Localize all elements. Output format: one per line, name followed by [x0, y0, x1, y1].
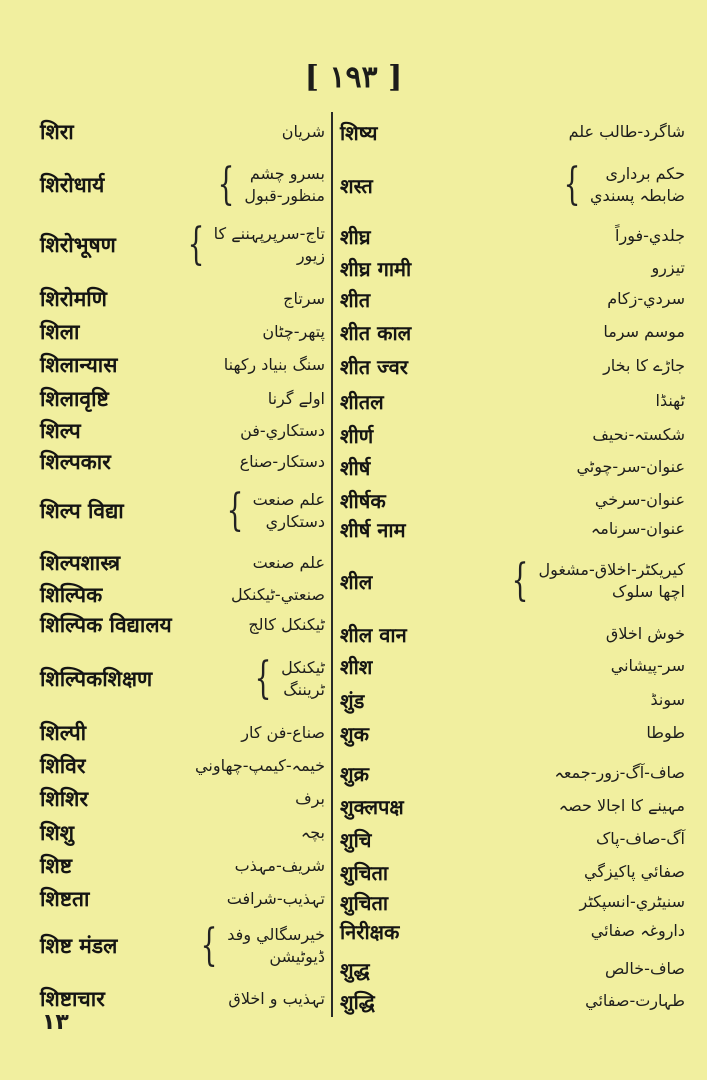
meaning-group: [195, 755, 325, 777]
meaning-group: [591, 518, 685, 540]
meaning-text: حکم برداری: [605, 164, 685, 183]
meaning-text: سونڈ: [650, 690, 685, 709]
meaning-stack: [615, 225, 685, 247]
meaning-group: [231, 584, 325, 606]
meaning-group: [282, 121, 325, 143]
entry-row: [40, 447, 325, 477]
headword: शीर्षक: [340, 488, 386, 513]
entry-row: [340, 758, 685, 788]
meaning-group: [611, 655, 685, 677]
entry-row: [40, 486, 325, 536]
meaning-stack: [603, 321, 685, 343]
meaning-text: شکستہ-نحیف: [592, 425, 685, 444]
meaning-text: کیریکٹر-اخلاق-مشغول: [538, 560, 685, 579]
headword: शिशिर: [40, 787, 89, 811]
headword: शिल्पी: [40, 721, 87, 745]
meaning-group: [227, 888, 325, 910]
brace-glyph: {: [254, 653, 272, 704]
meaning-stack: [240, 451, 325, 473]
meaning-text: طہارت-صفائي: [585, 991, 685, 1010]
entry-row: [40, 751, 325, 781]
meaning-stack: [253, 489, 325, 533]
meaning-stack: [591, 920, 685, 942]
headword: शिलान्यास: [40, 353, 118, 377]
meaning-text: خیمہ-کیمپ-چھاوني: [195, 756, 325, 775]
meaning-group: [595, 489, 685, 511]
entry-row: [340, 718, 685, 748]
page-number: [ ۱۹۳ ]: [304, 60, 403, 95]
meaning-text: تہذیب-شرافت: [226, 889, 325, 908]
entry-row: [340, 651, 685, 681]
meaning-stack: [651, 257, 685, 279]
meaning-text: آگ-صاف-پاک: [595, 829, 685, 848]
meaning-text: جلدي-فوراً: [615, 226, 685, 245]
meaning-text: موسم سرما: [603, 322, 685, 341]
headword: शिल्पकार: [40, 450, 111, 474]
meaning-stack: [607, 288, 685, 310]
entry-row: [340, 452, 685, 482]
meaning-stack: [244, 163, 325, 207]
meaning-group: [554, 762, 685, 784]
meaning-group: [606, 623, 685, 645]
footer-signature: ۱۳: [42, 1010, 69, 1035]
meaning-text: سر-پیشاني: [610, 656, 685, 675]
meaning-group: [301, 822, 325, 844]
headword: शुद्ध: [340, 957, 370, 982]
meaning-stack: [595, 489, 685, 511]
meaning-group: [591, 920, 685, 942]
headword: शुक्र: [340, 761, 369, 786]
meaning-stack: [231, 584, 325, 606]
meaning-group: [584, 861, 685, 883]
headword: शीर्ष नाम: [340, 517, 406, 542]
meaning-text: زیور: [296, 246, 325, 265]
entry-row: [40, 416, 325, 446]
meaning-stack: [605, 958, 685, 980]
meaning-group: [585, 990, 685, 1012]
meaning-text: عنوان-سرنامہ: [590, 519, 685, 538]
meaning-stack: [596, 828, 685, 850]
meaning-group: [268, 388, 325, 410]
meaning-stack: [603, 355, 685, 377]
meaning-group: [235, 855, 325, 877]
headword: शुक: [340, 721, 369, 746]
meaning-text: شاگرد-طالب علم: [568, 122, 685, 141]
headword: शीत ज्वर: [340, 354, 408, 379]
entry-row: [340, 685, 685, 715]
headword: शील वान: [340, 622, 407, 647]
entry-row: [40, 350, 325, 380]
meaning-text: ضابطہ پسندي: [590, 186, 685, 205]
meaning-group: [569, 121, 685, 143]
meaning-text: دستکار-صناع: [239, 452, 325, 471]
headword: शीर्ष: [340, 455, 371, 480]
meaning-text: تاج-سرپرپہننے کا: [213, 224, 325, 243]
headword: शिष्टाचार: [40, 987, 105, 1011]
headword: शीर्ण: [340, 423, 374, 448]
entry-row: [340, 954, 685, 984]
entry-row: [340, 420, 685, 450]
meaning-text: علم صنعت: [252, 490, 325, 509]
meaning-text: جاڑے کا بخار: [603, 356, 685, 375]
meaning-group: [195, 920, 325, 971]
meaning-stack: [195, 755, 325, 777]
meaning-group: [603, 321, 685, 343]
meaning-text: اولے گرنا: [267, 389, 325, 408]
entry-row: [40, 884, 325, 914]
meaning-group: [240, 451, 325, 473]
meaning-text: داروغہ صفائي: [590, 921, 685, 940]
meaning-stack: [268, 388, 325, 410]
headword: शिष्टता: [40, 887, 90, 911]
entry-row: [340, 887, 685, 917]
headword: शुद्धि: [340, 989, 375, 1014]
headword: शिल्पिकशिक्षण: [40, 667, 153, 691]
meaning-stack: [585, 990, 685, 1012]
entry-row: [40, 580, 325, 610]
meaning-text: اچھا سلوک: [612, 582, 685, 601]
meaning-stack: [224, 354, 325, 376]
entry-row: [40, 818, 325, 848]
headword: शिरोधार्य: [40, 173, 105, 197]
meaning-stack: [569, 121, 685, 143]
meaning-text: طوطا: [646, 723, 685, 742]
headword: शुचिता: [340, 890, 389, 915]
meaning-text: عنوان-سر-چوٹي: [576, 457, 685, 476]
meaning-group: [576, 456, 685, 478]
entry-row: [340, 556, 685, 606]
headword: शील: [340, 569, 373, 594]
headword: शिशु: [40, 821, 74, 845]
meaning-stack: [606, 623, 685, 645]
headword: शीघ्र: [340, 224, 371, 249]
meaning-stack: [611, 655, 685, 677]
meaning-text: سردي-زکام: [607, 289, 685, 308]
meaning-stack: [656, 390, 686, 412]
headword: शिल्प: [40, 419, 81, 443]
entry-row: [340, 857, 685, 887]
meaning-text: ٹیکنکل کالج: [248, 615, 325, 634]
entry-row: [340, 221, 685, 251]
meaning-group: [249, 653, 325, 704]
headword: शुचि: [340, 827, 372, 852]
meaning-group: [228, 988, 325, 1010]
headword: शुक्लपक्ष: [340, 794, 404, 819]
headword: शीतल: [340, 389, 384, 414]
meaning-group: [607, 288, 685, 310]
meaning-text: ڈیوٹیشن: [269, 947, 325, 966]
headword: शीघ्र गामी: [340, 256, 412, 281]
meaning-text: ٹھنڈا: [655, 391, 685, 410]
meaning-stack: [576, 456, 685, 478]
meaning-stack: [559, 795, 685, 817]
headword: शिष्ट मंडल: [40, 934, 118, 958]
meaning-text: عنوان-سرخي: [594, 490, 685, 509]
entry-row: [340, 317, 685, 347]
meaning-text: شریان: [281, 122, 325, 141]
meaning-stack: [262, 321, 325, 343]
headword: शिल्पशास्त्र: [40, 551, 121, 575]
meaning-text: سرتاج: [283, 289, 325, 308]
meaning-group: [240, 420, 325, 442]
meaning-stack: [554, 762, 685, 784]
meaning-stack: [227, 924, 325, 968]
meaning-group: [558, 159, 685, 210]
meaning-group: [241, 722, 325, 744]
meaning-text: مہینے کا اجالا حصہ: [558, 796, 685, 815]
meaning-group: [253, 552, 325, 574]
meaning-text: تہذیب و اخلاق: [228, 989, 325, 1008]
meaning-text: خوش اخلاق: [605, 624, 685, 643]
entry-row: [340, 117, 685, 147]
meaning-group: [603, 355, 685, 377]
entry-row: [40, 220, 325, 270]
meaning-stack: [214, 223, 325, 267]
meaning-group: [605, 958, 685, 980]
headword: शीत काल: [340, 320, 412, 345]
meaning-group: [283, 288, 325, 310]
meaning-stack: [646, 722, 685, 744]
meaning-group: [559, 795, 685, 817]
meaning-stack: [584, 861, 685, 883]
entry-row: [340, 916, 685, 946]
entry-row: [40, 160, 325, 210]
meaning-text: خیرسگالي وفد: [227, 925, 325, 944]
headword: शीश: [340, 654, 373, 679]
entry-row: [340, 986, 685, 1016]
meaning-stack: [650, 689, 685, 711]
headword: शीत: [340, 287, 371, 312]
meaning-text: برف: [295, 789, 325, 808]
meaning-group: [248, 614, 325, 636]
meaning-text: صاف-خالص: [604, 959, 685, 978]
meaning-stack: [253, 552, 325, 574]
entry-row: [340, 824, 685, 854]
meaning-stack: [283, 288, 325, 310]
meaning-stack: [591, 518, 685, 540]
headword: शिष्ट: [40, 854, 72, 878]
meaning-text: بسرو چشم: [249, 164, 325, 183]
headword: शिल्पिक विद्यालय: [40, 613, 172, 637]
meaning-text: سنگ بنیاد رکھنا: [223, 355, 325, 374]
entry-row: [340, 160, 685, 210]
headword: शुचिता: [340, 860, 389, 885]
meaning-stack: [228, 988, 325, 1010]
meaning-text: صناع-فن کار: [241, 723, 325, 742]
entry-row: [40, 317, 325, 347]
brace-glyph: {: [512, 555, 529, 606]
entry-row: [40, 851, 325, 881]
brace-glyph: {: [226, 485, 243, 536]
meaning-stack: [240, 420, 325, 442]
meaning-group: [262, 321, 325, 343]
brace-glyph: {: [187, 219, 205, 270]
meaning-stack: [241, 722, 325, 744]
meaning-stack: [282, 121, 325, 143]
meaning-text: صاف-آگ-زور-جمعہ: [554, 763, 685, 782]
meaning-group: [212, 159, 325, 210]
meaning-stack: [538, 559, 685, 603]
entry-row: [40, 117, 325, 147]
headword: शिल्पिक: [40, 583, 103, 607]
entry-row: [340, 619, 685, 649]
meaning-text: تیزرو: [651, 258, 685, 277]
meaning-text: صفائي پاکیزگي: [584, 862, 685, 881]
headword: शिला: [40, 320, 80, 344]
meaning-group: [506, 555, 685, 606]
meaning-stack: [592, 424, 685, 446]
meaning-text: پتھر-چٹان: [262, 322, 325, 341]
brace-glyph: {: [200, 920, 218, 971]
column-divider: [331, 112, 333, 1017]
entry-row: [40, 384, 325, 414]
entry-row: [340, 284, 685, 314]
meaning-group: [592, 424, 685, 446]
entry-row: [40, 610, 325, 640]
headword: शिरोमणि: [40, 287, 107, 311]
headword: शिल्प विद्या: [40, 499, 124, 523]
meaning-group: [650, 689, 685, 711]
meaning-group: [656, 390, 686, 412]
meaning-text: بچہ: [300, 823, 325, 842]
headword: शुंड: [340, 688, 365, 713]
entry-row: [40, 784, 325, 814]
meaning-text: ٹریننگ: [283, 680, 325, 699]
meaning-stack: [579, 891, 685, 913]
meaning-group: [182, 219, 325, 270]
meaning-group: [651, 257, 685, 279]
meaning-group: [221, 485, 325, 536]
meaning-group: [224, 354, 325, 376]
meaning-group: [615, 225, 685, 247]
entry-row: [340, 791, 685, 821]
meaning-text: ٹیکنکل: [281, 658, 325, 677]
headword: शिलावृष्टि: [40, 387, 109, 411]
meaning-group: [579, 891, 685, 913]
entry-row: [40, 984, 325, 1014]
meaning-group: [295, 788, 325, 810]
headword: शिष्य: [340, 120, 378, 145]
meaning-stack: [281, 657, 325, 701]
headword: शस्त: [340, 173, 373, 198]
meaning-text: سنیٹري-انسپکٹر: [579, 892, 685, 911]
entry-row: [40, 284, 325, 314]
headword: शिरा: [40, 120, 74, 144]
meaning-group: [596, 828, 685, 850]
meaning-group: [646, 722, 685, 744]
headword: शिविर: [40, 754, 86, 778]
meaning-stack: [295, 788, 325, 810]
brace-glyph: {: [563, 159, 581, 210]
meaning-stack: [235, 855, 325, 877]
meaning-text: دستکاري-فن: [240, 421, 325, 440]
meaning-stack: [227, 888, 325, 910]
entry-row: [40, 718, 325, 748]
meaning-text: علم صنعت: [252, 553, 325, 572]
entry-row: [40, 654, 325, 704]
meaning-stack: [248, 614, 325, 636]
entry-row: [340, 386, 685, 416]
meaning-stack: [301, 822, 325, 844]
meaning-stack: [590, 163, 685, 207]
entry-row: [340, 485, 685, 515]
meaning-text: شریف-مہذب: [234, 856, 325, 875]
meaning-text: دستکاري: [265, 512, 325, 531]
meaning-text: صنعتي-ٹیکنکل: [231, 585, 325, 604]
brace-glyph: {: [217, 159, 235, 210]
entry-row: [340, 253, 685, 283]
headword: शिरोभूषण: [40, 233, 116, 257]
entry-row: [40, 921, 325, 971]
meaning-text: منظور-قبول: [244, 186, 325, 205]
entry-row: [340, 351, 685, 381]
entry-row: [340, 514, 685, 544]
headword: निरीक्षक: [340, 919, 400, 944]
entry-row: [40, 548, 325, 578]
